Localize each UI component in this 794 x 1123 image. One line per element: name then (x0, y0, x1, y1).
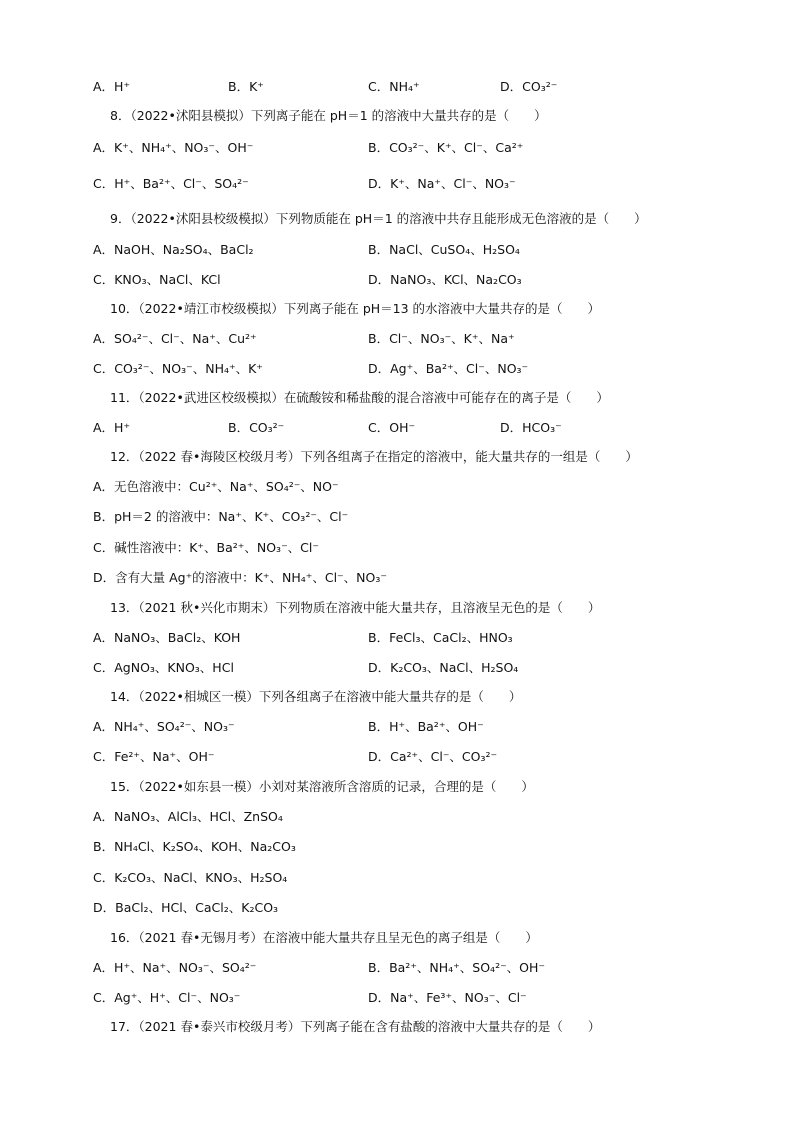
question-16: 16．（2021 春•无锡月考）在溶液中能大量共存且呈无色的离子组是（ ） (110, 930, 538, 945)
option-b: B．Ba²⁺、NH₄⁺、SO₄²⁻、OH⁻ (368, 960, 546, 975)
option-d: D．含有大量 Ag⁺的溶液中：K⁺、NH₄⁺、Cl⁻、NO₃⁻ (93, 570, 387, 585)
option-a: A．NaNO₃、BaCl₂、KOH (93, 630, 241, 645)
options-row (0, 137, 794, 159)
option-b: B．K⁺ (228, 79, 264, 94)
option-d: D．HCO₃⁻ (500, 420, 562, 435)
options-row (0, 173, 794, 195)
option-c: C．H⁺、Ba²⁺、Cl⁻、SO₄²⁻ (93, 176, 249, 191)
option-c: C．OH⁻ (368, 420, 416, 435)
options-row (0, 417, 794, 439)
option-d: D．Na⁺、Fe³⁺、NO₃⁻、Cl⁻ (368, 990, 527, 1005)
question-9: 9．（2022•沭阳县校级模拟）下列物质能在 pH＝1 的溶液中共存且能形成无色溶液的是（ ） (110, 211, 647, 226)
question-11: 11．（2022•武进区校级模拟）在硫酸铵和稀盐酸的混合溶液中可能存在的离子是（ ） (110, 390, 609, 405)
option-a: A．K⁺、NH₄⁺、NO₃⁻、OH⁻ (93, 140, 254, 155)
options-row (0, 358, 794, 380)
option-c: C．Fe²⁺、Na⁺、OH⁻ (93, 749, 215, 764)
question-17: 17．（2021 春•泰兴市校级月考）下列离子能在含有盐酸的溶液中大量共存的是（ ） (110, 1019, 601, 1034)
option-d: D．NaNO₃、KCl、Na₂CO₃ (368, 272, 522, 287)
option-a: A．NaNO₃、AlCl₃、HCl、ZnSO₄ (93, 809, 283, 824)
option-b: B．CO₃²⁻ (228, 420, 285, 435)
options-row (0, 506, 794, 528)
option-a: A．H⁺ (93, 420, 131, 435)
options-row (0, 806, 794, 828)
option-d: D．BaCl₂、HCl、CaCl₂、K₂CO₃ (93, 900, 279, 915)
question-14: 14．（2022•相城区一模）下列各组离子在溶液中能大量共存的是（ ） (110, 689, 522, 704)
options-row (0, 239, 794, 261)
option-d: D．Ag⁺、Ba²⁺、Cl⁻、NO₃⁻ (368, 361, 529, 376)
options-row (0, 987, 794, 1009)
options-row (0, 567, 794, 589)
options-row (0, 476, 794, 498)
options-row (0, 867, 794, 889)
option-b: B．NaCl、CuSO₄、H₂SO₄ (368, 242, 520, 257)
option-b: B．Cl⁻、NO₃⁻、K⁺、Na⁺ (368, 331, 515, 346)
option-b: B．FeCl₃、CaCl₂、HNO₃ (368, 630, 513, 645)
option-c: C．KNO₃、NaCl、KCl (93, 272, 221, 287)
option-c: C．碱性溶液中：K⁺、Ba²⁺、NO₃⁻、Cl⁻ (93, 540, 319, 555)
option-a: A．NaOH、Na₂SO₄、BaCl₂ (93, 242, 254, 257)
option-b: B．NH₄Cl、K₂SO₄、KOH、Na₂CO₃ (93, 839, 296, 854)
option-d: D．CO₃²⁻ (500, 79, 558, 94)
options-row (0, 716, 794, 738)
question-12: 12．（2022 春•海陵区校级月考）下列各组离子在指定的溶液中，能大量共存的一组是（ ） (110, 449, 638, 464)
question-15: 15．（2022•如东县一模）小刘对某溶液所含溶质的记录，合理的是（ ） (110, 779, 534, 794)
option-c: C．CO₃²⁻、NO₃⁻、NH₄⁺、K⁺ (93, 361, 263, 376)
options-row (0, 746, 794, 768)
options-row (0, 836, 794, 858)
option-b: B．CO₃²⁻、K⁺、Cl⁻、Ca²⁺ (368, 140, 524, 155)
option-a: A．H⁺、Na⁺、NO₃⁻、SO₄²⁻ (93, 960, 257, 975)
option-d: D．K₂CO₃、NaCl、H₂SO₄ (368, 660, 519, 675)
option-a: A．NH₄⁺、SO₄²⁻、NO₃⁻ (93, 719, 235, 734)
question-8: 8．（2022•沭阳县模拟）下列离子能在 pH＝1 的溶液中大量共存的是（ ） (110, 108, 547, 123)
options-row (0, 537, 794, 559)
option-d: D．Ca²⁺、Cl⁻、CO₃²⁻ (368, 749, 498, 764)
question-10: 10．（2022•靖江市校级模拟）下列离子能在 pH＝13 的水溶液中大量共存的是（ ） (110, 301, 601, 316)
option-c: C．K₂CO₃、NaCl、KNO₃、H₂SO₄ (93, 870, 288, 885)
option-a: A．无色溶液中：Cu²⁺、Na⁺、SO₄²⁻、NO⁻ (93, 479, 339, 494)
option-a: A．H⁺ (93, 79, 131, 94)
options-row (0, 328, 794, 350)
options-row (0, 957, 794, 979)
options-row (0, 76, 794, 98)
option-c: C．Ag⁺、H⁺、Cl⁻、NO₃⁻ (93, 990, 241, 1005)
options-row (0, 269, 794, 291)
option-c: C．NH₄⁺ (368, 79, 420, 94)
option-d: D．K⁺、Na⁺、Cl⁻、NO₃⁻ (368, 176, 516, 191)
option-c: C．AgNO₃、KNO₃、HCl (93, 660, 234, 675)
option-b: B．H⁺、Ba²⁺、OH⁻ (368, 719, 484, 734)
question-13: 13．（2021 秋•兴化市期末）下列物质在溶液中能大量共存，且溶液呈无色的是（ ） (110, 600, 601, 615)
options-row (0, 897, 794, 919)
options-row (0, 627, 794, 649)
option-a: A．SO₄²⁻、Cl⁻、Na⁺、Cu²⁺ (93, 331, 257, 346)
option-b: B．pH＝2 的溶液中：Na⁺、K⁺、CO₃²⁻、Cl⁻ (93, 509, 349, 524)
options-row (0, 657, 794, 679)
